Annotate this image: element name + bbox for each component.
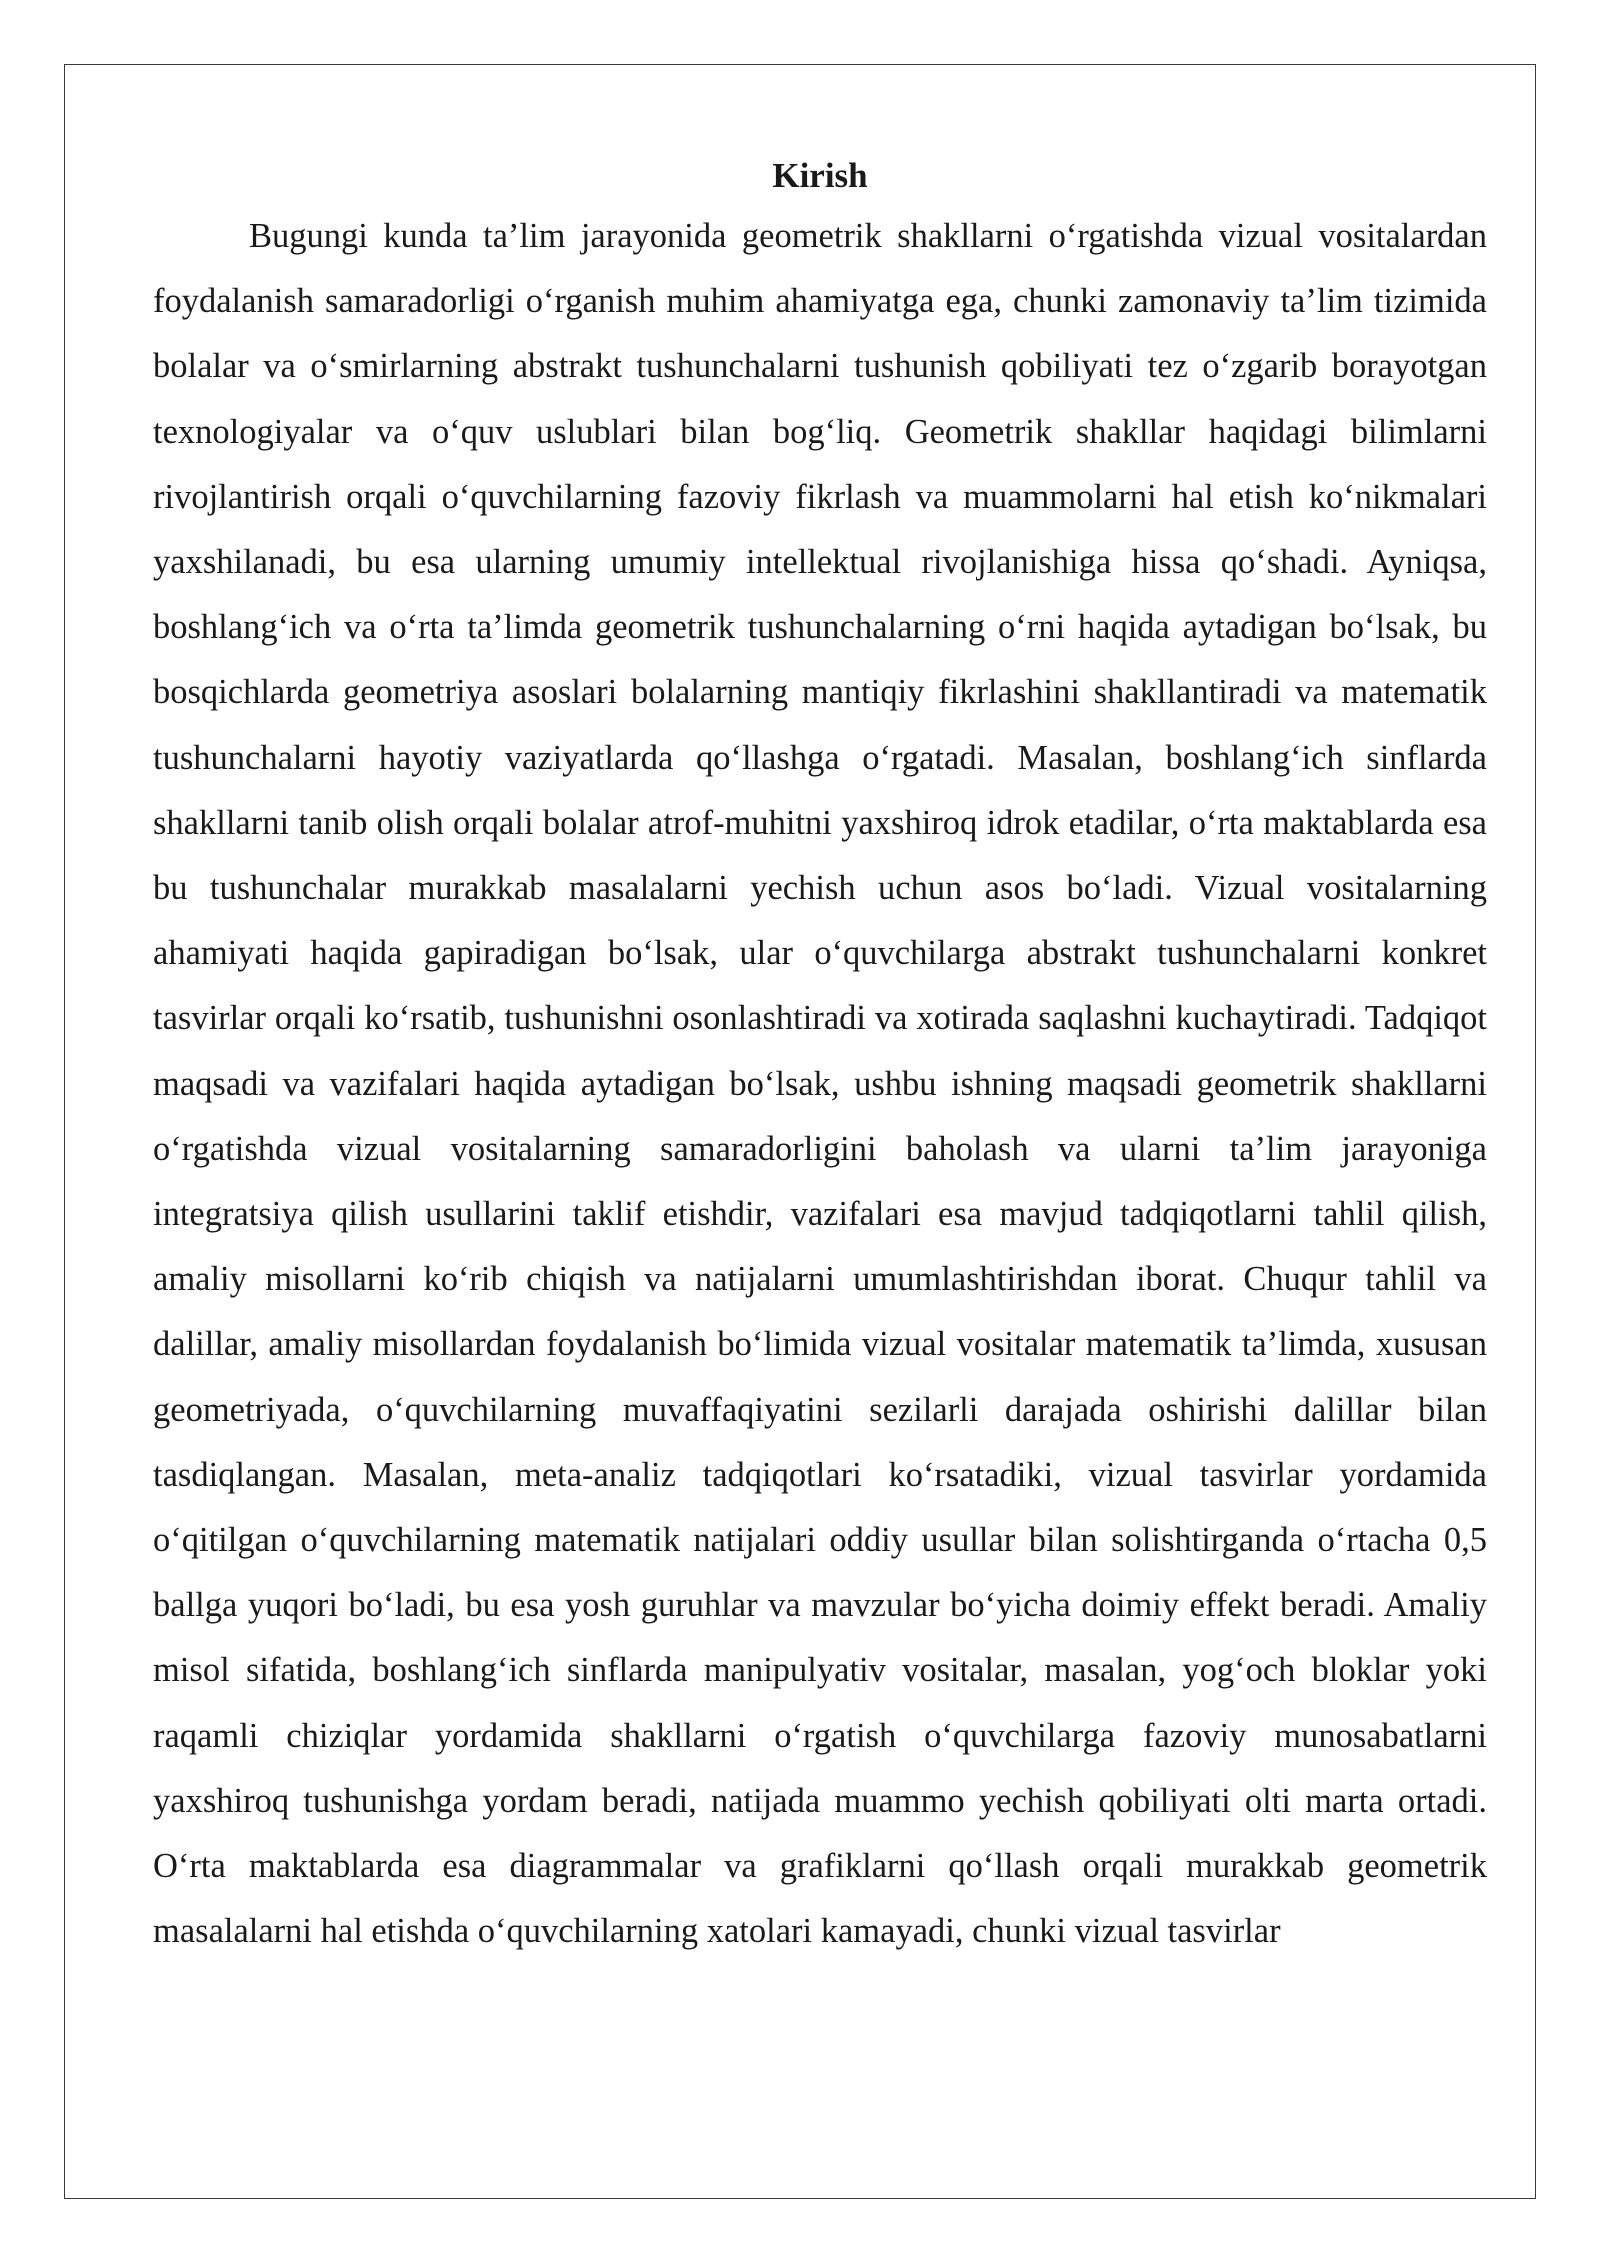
body-paragraph: Bugungi kunda ta’lim jarayonida geometrik shakllarni o‘rgatishda vizual vositalardan foydalanish samaradorligi o‘rganish muhim ahamiyatga ega, chunki zamonaviy ta’lim tizimida bolalar va o‘smirlarning abstrakt tushunchalarni tushunish qobiliyati tez o‘zgarib borayotgan texnologiyalar va o‘quv uslublari bilan bog‘liq. Geometrik shakllar haqidagi bilimlarni rivojlantirish orqali o‘quvchilarning fazoviy fikrlash va muammolarni hal etish ko‘nikmalari yaxshilanadi, bu esa ularning umumiy intellektual rivojlanishiga hissa qo‘shadi. Ayniqsa, boshlang‘ich va o‘rta ta’limda geometrik tushunchalarning o‘rni haqida aytadigan bo‘lsak, bu bosqichlarda geometriya asoslari bolalarning mantiqiy fikrlashini shakllantiradi va matematik tushunchalarni hayotiy vaziyatlarda qo‘llashga o‘rgatadi. Masalan, boshlang‘ich sinflarda shakllarni tanib olish orqali bolalar atrof-muhitni yaxshiroq idrok etadilar, o‘rta maktablarda esa bu tushunchalar murakkab masalalarni yechish uchun asos bo‘ladi. Vizual vositalarning ahamiyati haqida gapiradigan bo‘lsak, ular o‘quvchilarga abstrakt tushunchalarni konkret tasvirlar orqali ko‘rsatib, tushunishni osonlashtiradi va xotirada saqlashni kuchaytiradi. Tadqiqot maqsadi va vazifalari haqida aytadigan bo‘lsak, ushbu ishning maqsadi geometrik shakllarni o‘rgatishda vizual vositalarning samaradorligini baholash va ularni ta’lim jarayoniga integratsiya qilish usullarini taklif etishdir, vazifalari esa mavjud tadqiqotlarni tahlil qilish, amaliy misollarni ko‘rib chiqish va natijalarni umumlashtirishdan iborat. Chuqur tahlil va dalillar, amaliy misollardan foydalanish bo‘limida vizual vositalar matematik ta’limda, xususan geometriyada, o‘quvchilarning muvaffaqiyatini sezilarli darajada oshirishi dalillar bilan tasdiqlangan. Masalan, meta-analiz tadqiqotlari ko‘rsatadiki, vizual tasvirlar yordamida o‘qitilgan o‘quvchilarning matematik natijalari oddiy usullar bilan solishtirganda o‘rtacha 0,5 ballga yuqori bo‘ladi, bu esa yosh guruhlar va mavzular bo‘yicha doimiy effekt beradi. Amaliy misol sifatida, boshlang‘ich sinflarda manipulyativ vositalar, masalan, yog‘och bloklar yoki raqamli chiziqlar yordamida shakllarni o‘rgatish o‘quvchilarga fazoviy munosabatlarni yaxshiroq tushunishga yordam beradi, natijada muammo yechish qobiliyati olti marta ortadi. O‘rta maktablarda esa diagrammalar va grafiklarni qo‘llash orqali murakkab geometrik masalalarni hal etishda o‘quvchilarning xatolari kamayadi, chunki vizual tasvirlar [153,217,1487,1951]
document-body [153,148,1487,1964]
section-heading: Kirish [772,156,868,195]
